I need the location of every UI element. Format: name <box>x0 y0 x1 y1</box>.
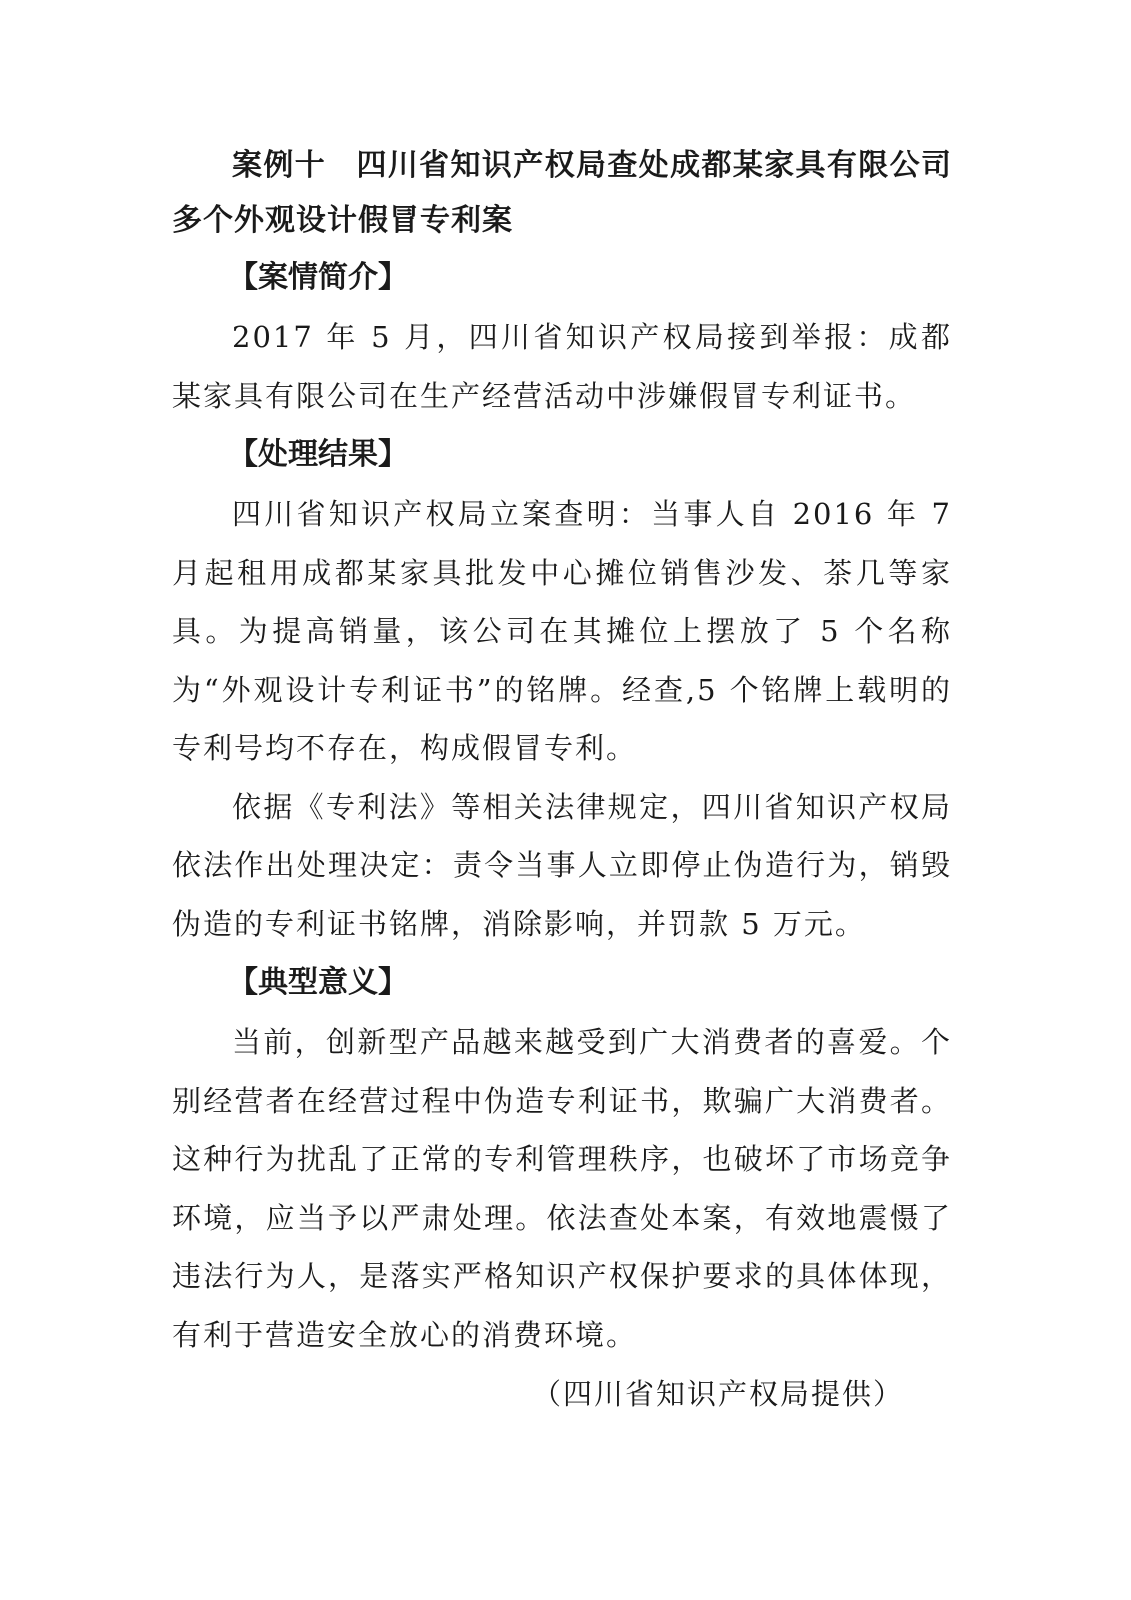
paragraph-significance: 当前，创新型产品越来越受到广大消费者的喜爱。个别经营者在经营过程中伪造专利证书，欺骗广大消费者。这种行为扰乱了正常的专利管理秩序，也破坏了市场竞争环境，应当予以严肃处理。依法查处本案，有效地震慑了违法行为人，是落实严格知识产权保护要求的具体体现，有利于营造安全放心的消费环境。 <box>172 1025 952 1352</box>
case-title: 四川省知识产权局查处成都某家具有限公司多个外观设计假冒专利案 <box>172 148 953 238</box>
paragraph-investigation-findings: 四川省知识产权局立案查明：当事人自 2016 年 7 月起租用成都某家具批发中心摊位销售沙发、茶几等家具。为提高销量，该公司在其摊位上摆放了 5 个名称为“外观设计专利证书”的铭牌。经查,5 个铭牌上载明的专利号均不存在，构成假冒专利。 <box>172 497 952 765</box>
document-title <box>172 138 952 248</box>
paragraph-case-summary: 2017 年 5 月，四川省知识产权局接到举报：成都某家具有限公司在生产经营活动中涉嫌假冒专利证书。 <box>172 320 952 413</box>
section-heading-significance: 【典型意义】 <box>228 965 408 1000</box>
document-body <box>172 138 952 1424</box>
source-attribution: （四川省知识产权局提供） <box>531 1377 904 1411</box>
paragraph-penalty-decision: 依据《专利法》等相关法律规定，四川省知识产权局依法作出处理决定：责令当事人立即停止伪造行为，销毁伪造的专利证书铭牌，消除影响，并罚款 5 万元。 <box>172 789 952 941</box>
case-number: 案例十 <box>232 148 327 183</box>
section-heading-handling-result: 【处理结果】 <box>228 437 408 472</box>
section-heading-case-summary: 【案情简介】 <box>228 260 408 295</box>
